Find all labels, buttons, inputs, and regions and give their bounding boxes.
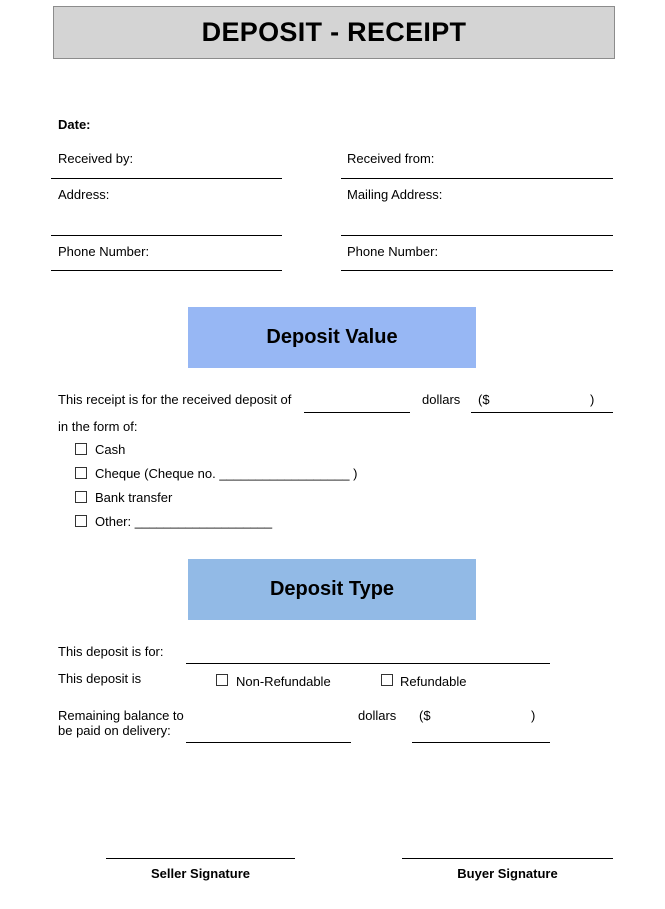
dollars-label: dollars xyxy=(422,392,461,407)
seller-signature-line[interactable] xyxy=(106,858,295,859)
receipt-text: This receipt is for the received deposit of xyxy=(58,392,292,407)
address-label: Address: xyxy=(58,187,110,202)
remaining-balance-words-line[interactable] xyxy=(186,742,351,743)
received-from-label: Received from: xyxy=(347,151,435,166)
cash-checkbox[interactable] xyxy=(75,443,87,455)
received-from-line[interactable] xyxy=(341,178,613,179)
deposit-for-line[interactable] xyxy=(186,663,550,664)
non-refundable-label: Non-Refundable xyxy=(236,674,331,689)
deposit-is-label: This deposit is xyxy=(58,671,142,686)
other-option-label: Other: ___________________ xyxy=(95,514,273,529)
remaining-dollar-open-paren: ($ xyxy=(419,708,431,723)
deposit-type-heading: Deposit Type xyxy=(188,559,476,620)
received-by-label: Received by: xyxy=(58,151,134,166)
date-label: Date: xyxy=(58,117,91,132)
other-checkbox[interactable] xyxy=(75,515,87,527)
remaining-balance-label-line1: Remaining balance to xyxy=(58,708,184,723)
phone-number-right-label: Phone Number: xyxy=(347,244,439,259)
non-refundable-checkbox[interactable] xyxy=(216,674,228,686)
cash-option-label: Cash xyxy=(95,442,126,457)
remaining-dollar-close-paren: ) xyxy=(531,708,536,723)
remaining-balance-number-line[interactable] xyxy=(412,742,550,743)
bank-transfer-checkbox[interactable] xyxy=(75,491,87,503)
page-title: DEPOSIT - RECEIPT xyxy=(53,6,615,59)
dollar-close-paren: ) xyxy=(590,392,595,407)
buyer-signature-label: Buyer Signature xyxy=(457,866,558,881)
phone-number-right-line[interactable] xyxy=(341,270,613,271)
form-of-label: in the form of: xyxy=(58,419,138,434)
bank-transfer-option-label: Bank transfer xyxy=(95,490,173,505)
buyer-signature-line[interactable] xyxy=(402,858,613,859)
refundable-checkbox[interactable] xyxy=(381,674,393,686)
cheque-option-label: Cheque (Cheque no. __________________ ) xyxy=(95,466,358,481)
refundable-label: Refundable xyxy=(400,674,467,689)
received-by-line[interactable] xyxy=(51,178,282,179)
deposit-for-label: This deposit is for: xyxy=(58,644,164,659)
remaining-balance-label-line2: be paid on delivery: xyxy=(58,723,171,738)
phone-number-left-line[interactable] xyxy=(51,270,282,271)
seller-signature-label: Seller Signature xyxy=(151,866,250,881)
deposit-value-heading: Deposit Value xyxy=(188,307,476,368)
deposit-amount-words-line[interactable] xyxy=(304,412,410,413)
dollar-open-paren: ($ xyxy=(478,392,490,407)
mailing-address-label: Mailing Address: xyxy=(347,187,443,202)
phone-number-left-label: Phone Number: xyxy=(58,244,150,259)
mailing-address-line[interactable] xyxy=(341,235,613,236)
address-line[interactable] xyxy=(51,235,282,236)
remaining-dollars-label: dollars xyxy=(358,708,397,723)
cheque-checkbox[interactable] xyxy=(75,467,87,479)
deposit-amount-number-line[interactable] xyxy=(471,412,613,413)
